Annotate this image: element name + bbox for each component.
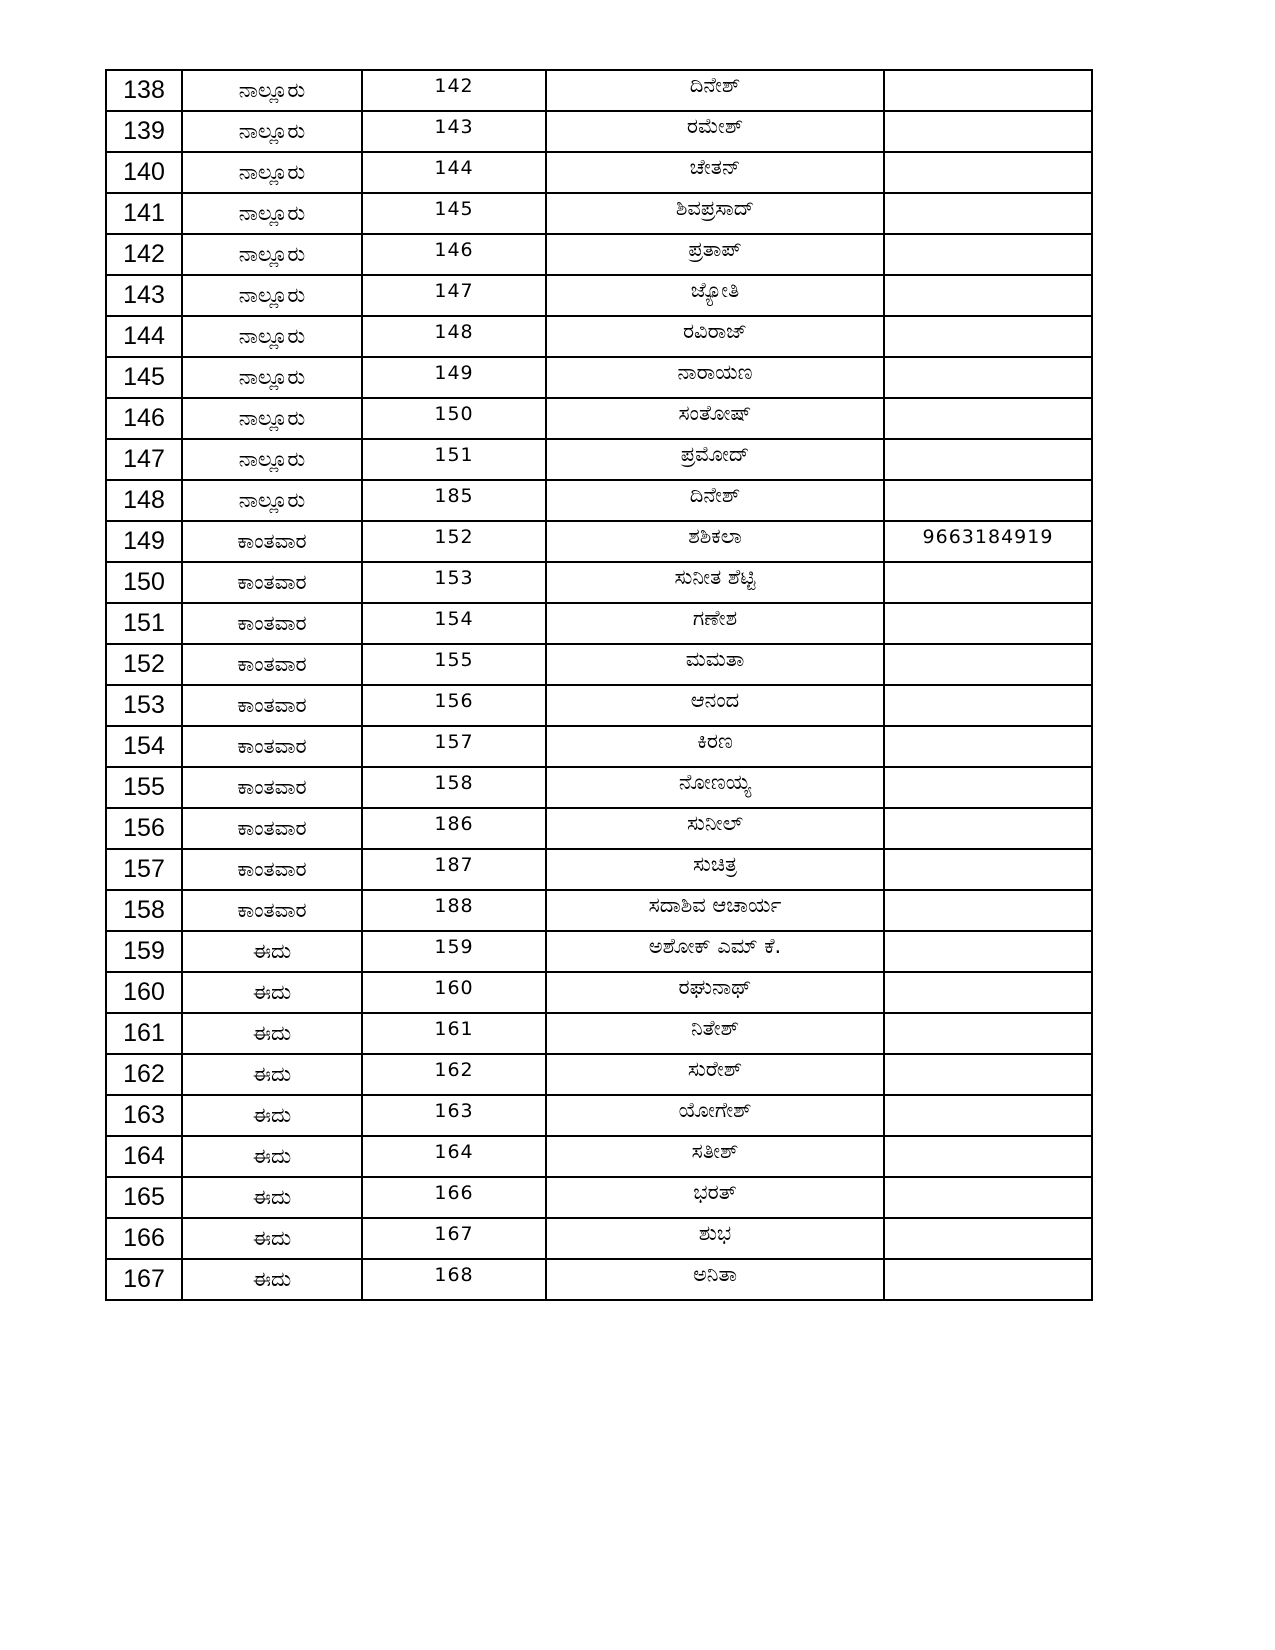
serial-number-cell: 146 (106, 398, 182, 439)
member-id-cell: 156 (362, 685, 546, 726)
serial-number-cell: 152 (106, 644, 182, 685)
phone-number-cell (884, 111, 1092, 152)
member-id-cell: 159 (362, 931, 546, 972)
member-id-cell: 150 (362, 398, 546, 439)
serial-number-cell: 163 (106, 1095, 182, 1136)
table-row (106, 193, 1092, 234)
member-id-cell: 168 (362, 1259, 546, 1300)
village-cell: ನಾಲ್ಲೂರು (182, 275, 362, 316)
table-row (106, 808, 1092, 849)
table-row (106, 275, 1092, 316)
member-id-cell: 151 (362, 439, 546, 480)
table-row (106, 521, 1092, 562)
member-name-cell: ಅಶೋಕ್ ಎಮ್ ಕೆ. (546, 931, 884, 972)
serial-number-cell: 160 (106, 972, 182, 1013)
serial-number-cell: 143 (106, 275, 182, 316)
member-name-cell: ರಮೇಶ್ (546, 111, 884, 152)
table-row (106, 685, 1092, 726)
roster-body (106, 70, 1092, 1300)
member-id-cell: 146 (362, 234, 546, 275)
phone-number-cell (884, 562, 1092, 603)
serial-number-cell: 159 (106, 931, 182, 972)
table-row (106, 234, 1092, 275)
roster-table (105, 69, 1093, 1301)
phone-number-cell (884, 685, 1092, 726)
table-row (106, 357, 1092, 398)
village-cell: ಕಾಂತವಾರ (182, 685, 362, 726)
table-row (106, 849, 1092, 890)
phone-number-cell (884, 316, 1092, 357)
serial-number-cell: 139 (106, 111, 182, 152)
member-id-cell: 166 (362, 1177, 546, 1218)
member-name-cell: ಶಶಿಕಲಾ (546, 521, 884, 562)
table-row (106, 726, 1092, 767)
phone-number-cell (884, 931, 1092, 972)
serial-number-cell: 166 (106, 1218, 182, 1259)
member-name-cell: ಅನಿತಾ (546, 1259, 884, 1300)
member-id-cell: 155 (362, 644, 546, 685)
member-name-cell: ಶಿವಪ್ರಸಾದ್ (546, 193, 884, 234)
table-row (106, 1095, 1092, 1136)
phone-number-cell (884, 808, 1092, 849)
member-name-cell: ರವಿರಾಜ್ (546, 316, 884, 357)
table-row (106, 111, 1092, 152)
member-name-cell: ದಿನೇಶ್ (546, 480, 884, 521)
phone-number-cell (884, 480, 1092, 521)
member-name-cell: ಗಣೇಶ (546, 603, 884, 644)
member-id-cell: 152 (362, 521, 546, 562)
member-name-cell: ಯೋಗೇಶ್ (546, 1095, 884, 1136)
serial-number-cell: 141 (106, 193, 182, 234)
phone-number-cell (884, 70, 1092, 111)
table-row (106, 1259, 1092, 1300)
phone-number-cell (884, 972, 1092, 1013)
village-cell: ಈದು (182, 1095, 362, 1136)
phone-number-cell (884, 726, 1092, 767)
village-cell: ನಾಲ್ಲೂರು (182, 152, 362, 193)
table-row (106, 562, 1092, 603)
phone-number-cell: 9663184919 (884, 521, 1092, 562)
serial-number-cell: 144 (106, 316, 182, 357)
table-row (106, 644, 1092, 685)
member-id-cell: 162 (362, 1054, 546, 1095)
member-name-cell: ಭರತ್ (546, 1177, 884, 1218)
serial-number-cell: 161 (106, 1013, 182, 1054)
member-name-cell: ಕಿರಣ (546, 726, 884, 767)
village-cell: ಕಾಂತವಾರ (182, 521, 362, 562)
member-id-cell: 167 (362, 1218, 546, 1259)
member-id-cell: 188 (362, 890, 546, 931)
serial-number-cell: 164 (106, 1136, 182, 1177)
member-id-cell: 160 (362, 972, 546, 1013)
phone-number-cell (884, 849, 1092, 890)
village-cell: ಈದು (182, 1177, 362, 1218)
phone-number-cell (884, 193, 1092, 234)
village-cell: ನಾಲ್ಲೂರು (182, 439, 362, 480)
phone-number-cell (884, 1177, 1092, 1218)
phone-number-cell (884, 1259, 1092, 1300)
member-id-cell: 161 (362, 1013, 546, 1054)
village-cell: ನಾಲ್ಲೂರು (182, 70, 362, 111)
member-name-cell: ನಿತೇಶ್ (546, 1013, 884, 1054)
table-row (106, 70, 1092, 111)
village-cell: ಈದು (182, 972, 362, 1013)
table-row (106, 480, 1092, 521)
member-name-cell: ಸುನೀತ ಶೆಟ್ಟಿ (546, 562, 884, 603)
village-cell: ನಾಲ್ಲೂರು (182, 398, 362, 439)
phone-number-cell (884, 1095, 1092, 1136)
village-cell: ನಾಲ್ಲೂರು (182, 111, 362, 152)
member-id-cell: 148 (362, 316, 546, 357)
serial-number-cell: 138 (106, 70, 182, 111)
phone-number-cell (884, 603, 1092, 644)
phone-number-cell (884, 1013, 1092, 1054)
phone-number-cell (884, 1136, 1092, 1177)
table-row (106, 398, 1092, 439)
member-name-cell: ರಘುನಾಥ್ (546, 972, 884, 1013)
village-cell: ಈದು (182, 1013, 362, 1054)
member-id-cell: 153 (362, 562, 546, 603)
table-row (106, 603, 1092, 644)
phone-number-cell (884, 398, 1092, 439)
serial-number-cell: 145 (106, 357, 182, 398)
table-row (106, 439, 1092, 480)
member-id-cell: 186 (362, 808, 546, 849)
table-row (106, 1177, 1092, 1218)
phone-number-cell (884, 890, 1092, 931)
table-row (106, 890, 1092, 931)
serial-number-cell: 157 (106, 849, 182, 890)
serial-number-cell: 167 (106, 1259, 182, 1300)
phone-number-cell (884, 234, 1092, 275)
serial-number-cell: 165 (106, 1177, 182, 1218)
member-id-cell: 145 (362, 193, 546, 234)
member-name-cell: ನೋಣಯ್ಯ (546, 767, 884, 808)
phone-number-cell (884, 1218, 1092, 1259)
serial-number-cell: 142 (106, 234, 182, 275)
member-name-cell: ಮಮತಾ (546, 644, 884, 685)
village-cell: ಈದು (182, 1136, 362, 1177)
village-cell: ನಾಲ್ಲೂರು (182, 316, 362, 357)
serial-number-cell: 158 (106, 890, 182, 931)
village-cell: ಕಾಂತವಾರ (182, 562, 362, 603)
village-cell: ಈದು (182, 931, 362, 972)
member-id-cell: 154 (362, 603, 546, 644)
serial-number-cell: 155 (106, 767, 182, 808)
member-id-cell: 185 (362, 480, 546, 521)
member-name-cell: ಸುಚಿತ್ರ (546, 849, 884, 890)
table-row (106, 1013, 1092, 1054)
phone-number-cell (884, 439, 1092, 480)
village-cell: ಈದು (182, 1218, 362, 1259)
phone-number-cell (884, 644, 1092, 685)
table-row (106, 1054, 1092, 1095)
serial-number-cell: 150 (106, 562, 182, 603)
member-id-cell: 143 (362, 111, 546, 152)
member-name-cell: ಸುನೀಲ್ (546, 808, 884, 849)
member-id-cell: 144 (362, 152, 546, 193)
village-cell: ನಾಲ್ಲೂರು (182, 357, 362, 398)
member-name-cell: ಸುರೇಶ್ (546, 1054, 884, 1095)
village-cell: ಕಾಂತವಾರ (182, 767, 362, 808)
phone-number-cell (884, 1054, 1092, 1095)
table-row (106, 152, 1092, 193)
member-id-cell: 157 (362, 726, 546, 767)
member-name-cell: ಸತೀಶ್ (546, 1136, 884, 1177)
serial-number-cell: 153 (106, 685, 182, 726)
serial-number-cell: 140 (106, 152, 182, 193)
phone-number-cell (884, 357, 1092, 398)
village-cell: ಈದು (182, 1054, 362, 1095)
member-name-cell: ಚೇತನ್ (546, 152, 884, 193)
member-name-cell: ಸಂತೋಷ್ (546, 398, 884, 439)
member-name-cell: ಸದಾಶಿವ ಆಚಾರ್ಯ (546, 890, 884, 931)
member-id-cell: 164 (362, 1136, 546, 1177)
serial-number-cell: 147 (106, 439, 182, 480)
member-id-cell: 147 (362, 275, 546, 316)
village-cell: ಕಾಂತವಾರ (182, 808, 362, 849)
member-id-cell: 142 (362, 70, 546, 111)
serial-number-cell: 149 (106, 521, 182, 562)
member-name-cell: ಆನಂದ (546, 685, 884, 726)
village-cell: ನಾಲ್ಲೂರು (182, 234, 362, 275)
member-id-cell: 158 (362, 767, 546, 808)
member-name-cell: ಪ್ರತಾಪ್ (546, 234, 884, 275)
village-cell: ಕಾಂತವಾರ (182, 603, 362, 644)
member-name-cell: ನಾರಾಯಣ (546, 357, 884, 398)
table-row (106, 931, 1092, 972)
table-row (106, 972, 1092, 1013)
village-cell: ನಾಲ್ಲೂರು (182, 193, 362, 234)
village-cell: ಕಾಂತವಾರ (182, 849, 362, 890)
serial-number-cell: 148 (106, 480, 182, 521)
member-id-cell: 149 (362, 357, 546, 398)
village-cell: ನಾಲ್ಲೂರು (182, 480, 362, 521)
serial-number-cell: 154 (106, 726, 182, 767)
serial-number-cell: 162 (106, 1054, 182, 1095)
village-cell: ಕಾಂತವಾರ (182, 890, 362, 931)
table-row (106, 316, 1092, 357)
phone-number-cell (884, 767, 1092, 808)
village-cell: ಕಾಂತವಾರ (182, 726, 362, 767)
member-name-cell: ದಿನೇಶ್ (546, 70, 884, 111)
member-id-cell: 187 (362, 849, 546, 890)
serial-number-cell: 151 (106, 603, 182, 644)
member-name-cell: ಪ್ರಮೋದ್ (546, 439, 884, 480)
table-row (106, 1136, 1092, 1177)
village-cell: ಈದು (182, 1259, 362, 1300)
table-row (106, 1218, 1092, 1259)
member-name-cell: ಜ್ಯೋತಿ (546, 275, 884, 316)
table-row (106, 767, 1092, 808)
village-cell: ಕಾಂತವಾರ (182, 644, 362, 685)
serial-number-cell: 156 (106, 808, 182, 849)
member-name-cell: ಶುಭ (546, 1218, 884, 1259)
phone-number-cell (884, 152, 1092, 193)
member-id-cell: 163 (362, 1095, 546, 1136)
phone-number-cell (884, 275, 1092, 316)
